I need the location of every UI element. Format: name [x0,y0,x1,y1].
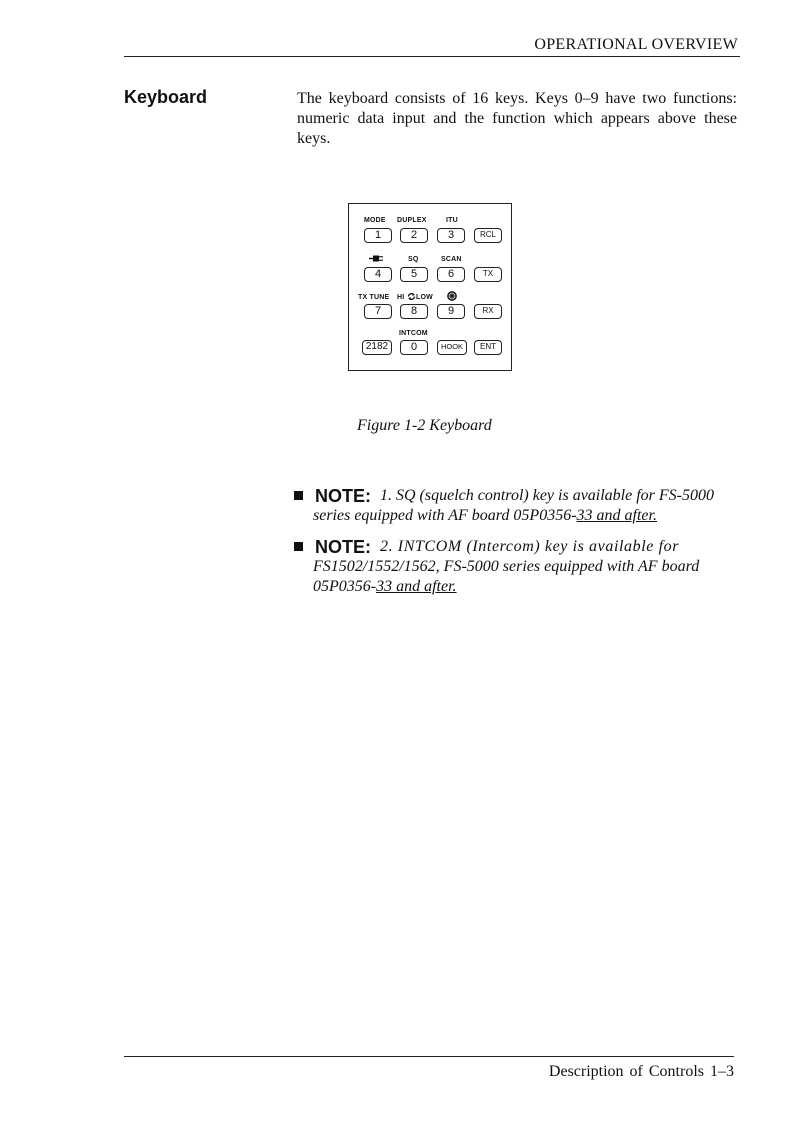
key-label-low: LOW [416,294,433,301]
key-label-tx-tune: TX TUNE [358,294,390,301]
note-text-underlined: 33 and after. [376,578,457,595]
note-text: 2. INTCOM (Intercom) key is available for [380,538,680,555]
key-label-intcom: INTCOM [399,330,428,337]
section-heading: Keyboard [124,87,208,107]
plug-icon [369,254,383,265]
key-label-itu: ITU [446,217,458,224]
note-text-part: series equipped with AF board 05P0356- [313,507,577,524]
bullet-square-icon [294,542,303,551]
swap-arrows-icon [407,292,416,303]
note-label: NOTE: [315,537,371,557]
key-ent[interactable]: ENT [474,340,502,355]
footer-page-label: Description of Controls 1–3 [548,1063,734,1080]
note-2 [294,537,737,597]
note-text-underlined: 33 and after. [576,507,657,524]
note-text: 1. SQ (squelch control) key is available for FS-5000 [380,487,714,504]
note-text-part: 05P0356- [313,578,377,595]
note-text-continued [294,506,737,526]
key-9[interactable]: 9 [437,304,465,319]
key-rx[interactable]: RX [474,304,502,319]
note-label: NOTE: [315,486,371,506]
key-0[interactable]: 0 [400,340,428,355]
note-text-continued [294,577,737,597]
key-label-duplex: DUPLEX [397,217,427,224]
footer-rule [124,1056,734,1057]
key-7[interactable]: 7 [364,304,392,319]
key-hook[interactable]: HOOK [437,340,467,355]
key-2182[interactable]: 2182 [362,340,392,355]
bullet-square-icon [294,491,303,500]
page-header-title: OPERATIONAL OVERVIEW [534,36,738,53]
dial-icon [447,291,457,303]
key-4[interactable]: 4 [364,267,392,282]
key-8[interactable]: 8 [400,304,428,319]
note-text-line2: FS1502/1552/1562, FS-5000 series equipped with AF board [313,558,700,575]
intro-paragraph: The keyboard consists of 16 keys. Keys 0–9 have two functions: numeric data input and the function which appears above these keys. [297,90,737,147]
keypad-figure [348,203,512,371]
note-1 [294,486,737,526]
header-rule [124,56,740,57]
key-6[interactable]: 6 [437,267,465,282]
key-label-sq: SQ [408,256,419,263]
figure-caption: Figure 1-2 Keyboard [357,417,492,434]
key-label-hi: HI [397,294,405,301]
key-2[interactable]: 2 [400,228,428,243]
key-rcl[interactable]: RCL [474,228,502,243]
key-label-mode: MODE [364,217,386,224]
key-5[interactable]: 5 [400,267,428,282]
key-1[interactable]: 1 [364,228,392,243]
key-3[interactable]: 3 [437,228,465,243]
key-label-scan: SCAN [441,256,462,263]
key-tx[interactable]: TX [474,267,502,282]
